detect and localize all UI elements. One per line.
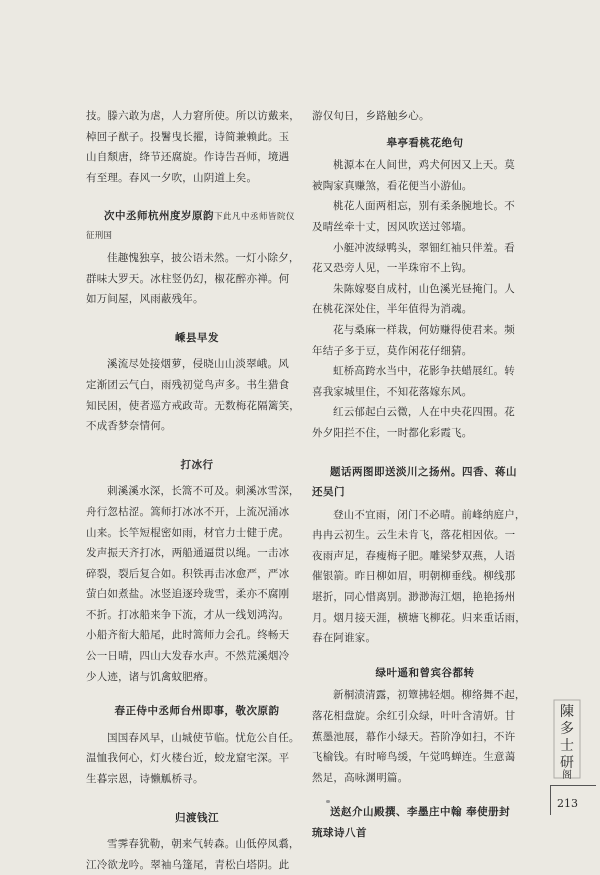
poem-line: 刺溪溪水深，长篙不可及。刺溪冰雪深， [107, 485, 300, 498]
poem-title: 琉球诗八首 [312, 827, 367, 839]
poem-title: 题话两图即送淡川之扬州。四香、蒋山 [330, 465, 517, 478]
poem-line: 虹桥高跨水当中，花影争扶蜡展红。转 [333, 365, 515, 378]
poem-line: 溪流尽处接烟萝，侵晓山山淡翠峨。风 [107, 358, 289, 371]
poem-line: 外夕阳拦不住，一时都化彩霞飞。 [312, 426, 473, 439]
poem-line: 冉冉云初生。云生未肯飞，落花相因依。一 [312, 529, 516, 542]
poem-line: 堪折，同心惜离别。渺渺海江烟，艳艳扬州 [312, 591, 516, 604]
poem-line: 萤白如煮盐。冰竖追逐玲珑雪，柔亦不腐刚 [86, 588, 290, 601]
poem-line: 温恤我何心，灯火楼台近，蛟龙窟宅深。平 [86, 752, 290, 765]
poem-line: 舟行忽枯涩。篙师打冰冰不开，上流况涌冰 [86, 505, 290, 518]
poem-title: 嵊县早发 [175, 331, 219, 344]
poem-line: 小艇冲波绿鸭头，翠钿红袖只伴羞。看 [333, 241, 515, 254]
poem-line: 雪霁春犹勒，朝来气转森。山低停凤翥， [107, 838, 300, 851]
poem-line: 然足，高咏渊明篇。 [312, 771, 409, 784]
poem-line: 佳趣愧独享，披公语未然。一灯小除夕， [107, 251, 300, 264]
left-column [86, 106, 308, 875]
poem-line: 发声振天齐打冰，两船通逼贯以绳。一击冰 [86, 547, 290, 560]
poem-line: 如万间屋，风雨蔽残年。 [86, 293, 204, 306]
page-number: 213 [557, 797, 578, 810]
text-line: 山自颓唐，绛节还腐旋。作诗告吾师，境遇 [86, 151, 290, 164]
page-number-rule [550, 785, 596, 786]
poem-line: 知民困，使者巡方戒政苛。无数梅花隔篱笑， [86, 399, 300, 412]
poem-line: 喜我家城里住，不知花落嫁东风。 [312, 385, 473, 398]
poem-line: 红云郁起白云微，人在中央花四围。花 [333, 406, 515, 419]
poem-title: 春正侍中丞师台州即事，敬次原韵 [114, 705, 280, 718]
poem-line: 年结子多于豆，莫作闲花仔细猜。 [312, 344, 473, 357]
text-line: 棹回子猷子。投鬐曳长擢，诗简兼赖此。玉 [86, 130, 290, 143]
poem-line: 在桃花深处住，半年值得为消魂。 [312, 303, 473, 316]
poem-line: 新桐渍清露，初簟拂轻烟。柳络舞不起， [333, 689, 526, 702]
poem-line: 花与桑麻一样栽，何妨赚得使君来。频 [333, 323, 515, 336]
poem-title-text: 次中丞师杭州度岁原韵 [104, 210, 214, 223]
svg-text:研: 研 [560, 755, 574, 771]
right-column [312, 106, 538, 850]
page-mark [326, 800, 330, 803]
poem-title: 皋亭看桃花绝句 [386, 136, 464, 149]
poem-line: 催银箭。昨日柳如眉，明朝柳垂线。柳线那 [312, 570, 516, 583]
poem-title: 绿叶遥和曾宾谷都转 [375, 666, 475, 679]
poem-line: 少人迹，诸与饥禽蚊肥瘠。 [86, 670, 215, 683]
poem-line: 江冷欲龙吟。翠袖乌篷尾，青松白塔阴。此 [86, 858, 290, 871]
poem-line: 月。烟月接天涯，横塘飞柳花。归来重话雨， [312, 611, 526, 624]
poem-line: 小船齐衔大船尾，此时篙师力会孔。终畅天 [86, 629, 290, 642]
poem-line: 夜雨声足，春瘦梅子肥。雕梁梦双燕，人语 [312, 549, 516, 562]
poem-line: 落花相盘旋。余红引众绿，叶叶含清妍。甘 [312, 710, 516, 723]
poem-title [86, 206, 308, 228]
poem-subtitle: 下此凡中丞师皆院仪 [214, 212, 296, 223]
poem-line: 春在阿谁家。 [312, 632, 377, 645]
poem-title: 归渡钱江 [175, 811, 219, 824]
poem-line: 山来。长竿短棍密如雨，材官力士健于虎。 [86, 526, 290, 539]
poem-line: 花又恐旁人见，一半珠帘不上钩。 [312, 262, 473, 275]
poem-line: 公一日晴，四山大发春水声。不然荒溪烟冷 [86, 650, 290, 663]
poem-line: 飞榆钱。有时啼鸟缓，午觉鸣蝉连。生意蔼 [312, 751, 516, 764]
svg-text:陳: 陳 [560, 704, 574, 720]
svg-text:多: 多 [560, 721, 574, 737]
poem-line: 国国春风早，山城使节临。忧危公自任。 [107, 731, 300, 744]
text-line: 有至理。春风一夕吹，山阴道上矣。 [86, 171, 258, 184]
poem-line: 定渐团云气白，雨残初觉鸟声多。书生猎食 [86, 378, 290, 391]
svg-text:阁: 阁 [562, 770, 572, 780]
poem-title: 打冰行 [180, 458, 214, 471]
poem-line: 不成香梦奈情何。 [86, 420, 172, 433]
poem-line: 不折。打冰船来争下流，才从一线划鸿沟。 [86, 608, 290, 621]
poem-line: 蕉墨池展，幕作小绿天。苔阶净如扫，不许 [312, 730, 516, 743]
poem-line: 桃花人面两相忘，别有柔条腕地长。不 [333, 200, 515, 213]
poem-title: 还吴门 [312, 486, 345, 499]
poem-line: 桃源本在人间世，鸡犬何因又上天。莫 [333, 159, 515, 172]
poem-line: 群味大罗天。冰柱竖仍幻，椒花醉亦禅。何 [86, 272, 290, 285]
poem-line: 被陶家真赚煞，看花便当小游仙。 [312, 179, 473, 192]
poem-title: 送赵介山殿撰、李墨庄中翰 奉使册封 [330, 806, 511, 819]
text-line: 游仅旬日，乡路触乡心。 [312, 110, 430, 122]
poem-line: 碎裂，裂后复合如。积铁再击冰愈严，严冰 [86, 567, 290, 580]
poem-line: 生暮宗恩，诗懒觚桥寻。 [86, 773, 204, 786]
page-number-vrule [550, 785, 551, 815]
text-line: 技。滕六敢为虐，人力窘所使。所以访戴来， [86, 110, 300, 122]
poem-line: 及晴丝牵十丈，因风吹送过邻墙。 [312, 220, 473, 233]
poem-line: 朱陈嫁娶自成村，山色溪光昼掩门。人 [333, 282, 515, 295]
svg-text:士: 士 [560, 738, 574, 754]
poem-line: 登山不宜雨，闭门不必晴。前峰纳庭户， [333, 508, 526, 521]
seal-stamp [552, 698, 582, 780]
poem-subtitle: 征刑国 [86, 230, 113, 241]
